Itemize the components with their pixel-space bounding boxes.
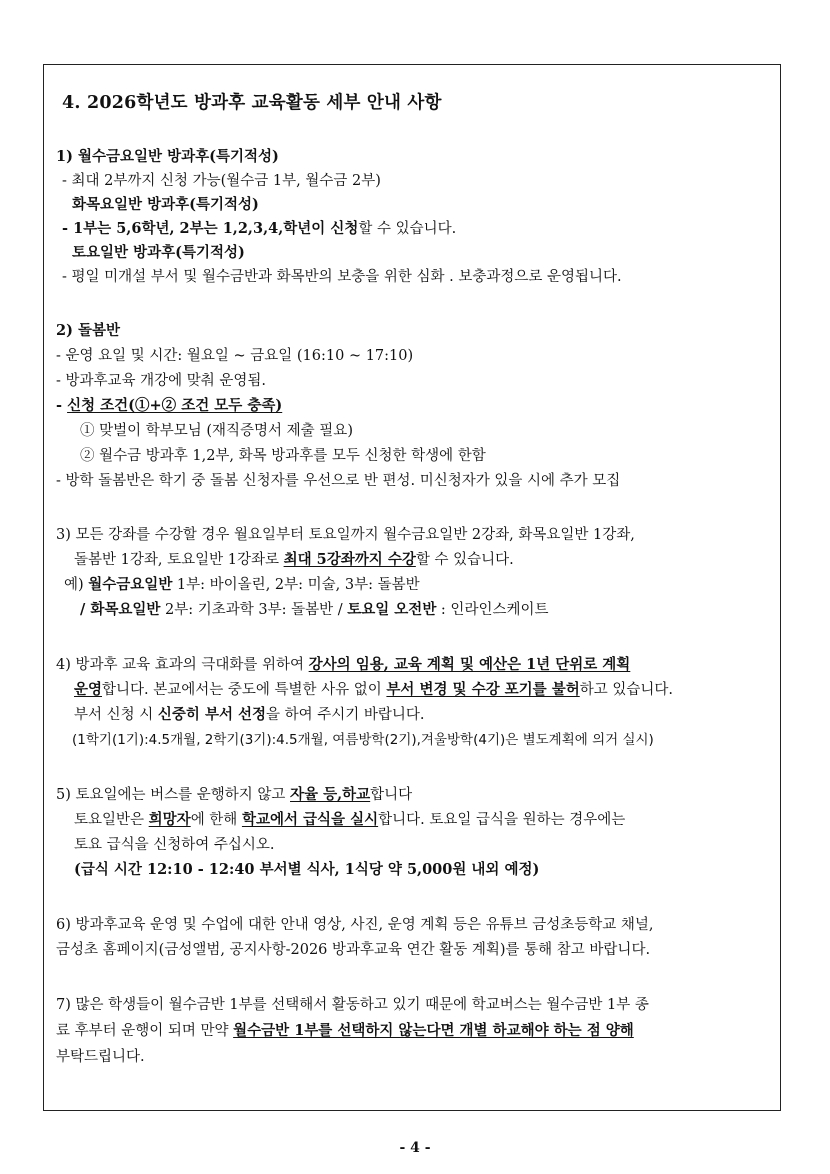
s7-line (56, 1021, 634, 1041)
s5-line (74, 810, 625, 830)
s6-line: 금성초 홈페이지(금성앨범, 공지사항-2026 방과후교육 연간 활동 계획)를 통해 참고 바랍니다. (56, 942, 651, 958)
s1-subheading: 토요일반 방과후(특기적성) (72, 244, 245, 261)
s1-line (62, 219, 456, 239)
s2-line: - 방학 돌봄반은 학기 중 돌봄 신청자를 우선으로 반 편성. 미신청자가 있을 시에 추가 모집 (56, 473, 621, 489)
s1-line: - 평일 미개설 부서 및 월수금반과 화목반의 보충을 위한 심화 . 보충과정으로 운영됩니다. (62, 269, 622, 285)
page-number: - 4 - (399, 1140, 431, 1156)
s4-line (74, 680, 673, 700)
s5-text: 에 한해 (190, 812, 242, 828)
s2-line: - 운영 요일 및 시간: 월요일 ~ 금요일 (16:10 ~ 17:10) (56, 348, 414, 364)
s5-meal-note: (급식 시간 12:10 - 12:40 부서별 식사, 1식당 약 5,000원 내외 예정) (74, 861, 540, 878)
s3-bold-text: / (80, 601, 91, 618)
s5-line: 토요 급식을 신청하여 주십시오. (74, 837, 275, 853)
s3-example (80, 600, 548, 620)
s7-highlight: 월수금반 1부를 선택하지 않는다면 개별 하교해야 하는 점 양해 (233, 1022, 634, 1039)
s3-bold-text: 토요일 오전반 (347, 601, 437, 618)
s4-line (74, 705, 425, 725)
s1-text: 할 수 있습니다. (358, 221, 457, 237)
s4-highlight: 강사의 임용, 교육 계획 및 예산은 1년 단위로 계획 (308, 656, 631, 673)
s2-line: ② 월수금 방과후 1,2부, 화목 방과후를 모두 신청한 학생에 한함 (80, 448, 486, 464)
s4-text: 을 하여 주시기 바랍니다. (266, 707, 425, 723)
s1-heading: 1) 월수금요일반 방과후(특기적성) (56, 148, 279, 165)
s5-text: 합니다. 토요일 급식을 원하는 경우에는 (378, 812, 626, 828)
s3-line (74, 550, 514, 570)
s4-bold-text: 신중히 부서 선정 (157, 706, 267, 723)
s4-line (56, 655, 630, 675)
s3-bold-text: 화목요일반 (90, 601, 161, 618)
s3-text: 2부: 기초과학 3부: 돌봄반 / (160, 602, 348, 618)
s2-heading: 2) 돌봄반 (56, 322, 121, 339)
s3-text: 할 수 있습니다. (415, 552, 514, 568)
s4-text: 하고 있습니다. (579, 682, 673, 698)
s2-line: ① 맞벌이 학부모님 (재직증명서 제출 필요) (80, 423, 353, 439)
s4-text: 4) 방과후 교육 효과의 극대화를 위하여 (56, 657, 309, 673)
s7-line: 7) 많은 학생들이 월수금반 1부를 선택해서 활동하고 있기 때문에 학교버스는 월수금반 1부 종 (56, 997, 649, 1013)
s4-highlight: 부서 변경 및 수강 포기를 불허 (386, 681, 580, 698)
s2-line (56, 396, 282, 416)
s3-text: 돌봄반 1강좌, 토요일반 1강좌로 (74, 552, 284, 568)
s4-highlight: 운영 (74, 681, 103, 698)
s3-example (64, 575, 420, 595)
s5-text: 5) 토요일에는 버스를 운행하지 않고 (56, 787, 291, 803)
s5-text: 합니다 (370, 787, 413, 803)
s3-text: 1부: 바이올린, 2부: 미술, 3부: 돌봄반 (172, 577, 420, 593)
s3-text: : 인라인스케이트 (436, 602, 549, 618)
s4-note: (1학기(1기):4.5개월, 2학기(3기):4.5개월, 여름방학(2기),겨울방학(4기)은 별도계획에 의거 실시) (72, 732, 654, 748)
s2-dash: - (56, 397, 68, 414)
s7-line: 부탁드립니다. (56, 1049, 145, 1065)
s2-line: - 방과후교육 개강에 맞춰 운영됨. (56, 373, 267, 389)
content-frame (43, 64, 781, 1111)
s4-text: 합니다. 본교에서는 중도에 특별한 사유 없이 (102, 682, 387, 698)
s5-highlight: 희망자 (148, 811, 191, 828)
s5-highlight: 자율 등,하교 (290, 786, 371, 803)
section-title: 4. 2026학년도 방과후 교육활동 세부 안내 사항 (62, 93, 442, 113)
s1-subheading: 화목요일반 방과후(특기적성) (72, 196, 259, 213)
s5-text: 토요일반은 (74, 812, 149, 828)
s1-line: - 최대 2부까지 신청 가능(월수금 1부, 월수금 2부) (62, 173, 381, 189)
s4-text: 부서 신청 시 (74, 707, 158, 723)
s2-condition: 신청 조건(①+② 조건 모두 충족) (67, 397, 283, 414)
s3-line: 3) 모든 강좌를 수강할 경우 월요일부터 토요일까지 월수금요일반 2강좌, 화목요일반 1강좌, (56, 527, 635, 543)
s5-line (56, 785, 412, 805)
s7-text: 료 후부터 운행이 되며 만약 (56, 1023, 234, 1039)
s3-highlight: 최대 5강좌까지 수강 (283, 551, 416, 568)
s6-line: 6) 방과후교육 운영 및 수업에 대한 안내 영상, 사진, 운영 계획 등은 유튜브 금성초등학교 채널, (56, 917, 654, 933)
s1-bold-text: - 1부는 5,6학년, 2부는 1,2,3,4,학년이 신청 (62, 220, 359, 237)
s3-text: 예) (64, 577, 89, 593)
s3-bold-text: 월수금요일반 (88, 576, 173, 593)
s5-highlight: 학교에서 급식을 실시 (241, 811, 379, 828)
